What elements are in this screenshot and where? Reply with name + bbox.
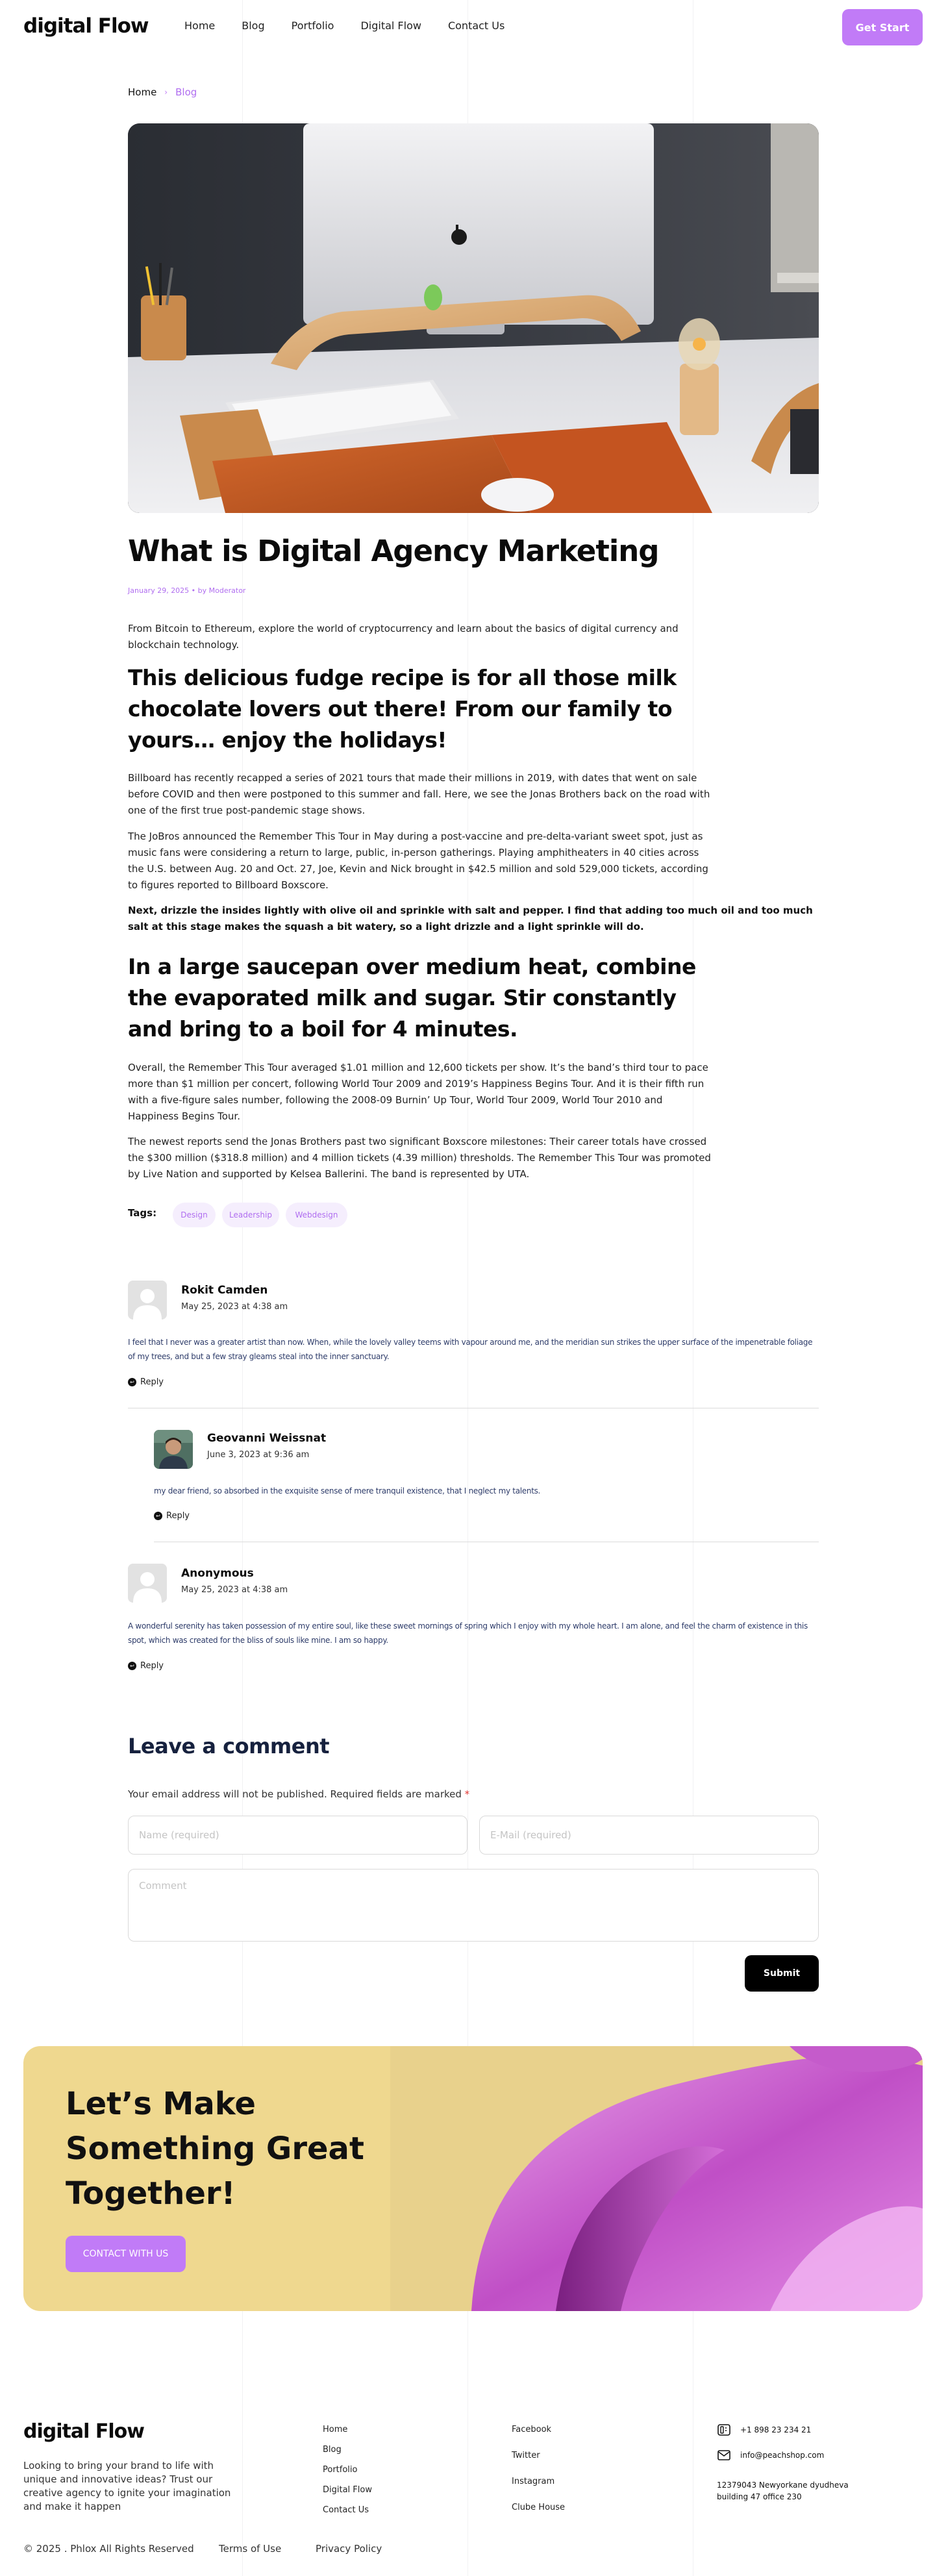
post-paragraph-3: Overall, the Remember This Tour averaged $1.01 million and 12,600 tickets per show. It’s the band’s third tour to pace more than $1 million per concert, following World Tour 2009 and 2019’s Happiness Begins Tour. And it is their fifth run with a five-figure sales number, following the 2008-09 Burnin’ Up Tour, World Tour 2009, World Tour 2010 and Happiness Begins Tour. [128, 1062, 708, 1122]
email-input[interactable] [479, 1816, 819, 1855]
breadcrumb-separator-icon: › [164, 88, 168, 97]
get-start-button[interactable]: Get Start [842, 9, 923, 45]
submit-button[interactable]: Submit [745, 1955, 819, 1992]
terms-link[interactable]: Terms of Use [219, 2543, 282, 2555]
tag-design[interactable]: Design [173, 1203, 216, 1227]
footer-link-blog[interactable]: Blog [323, 2445, 342, 2455]
tag-leadership[interactable]: Leadership [222, 1203, 279, 1227]
breadcrumb-home[interactable]: Home [128, 86, 157, 98]
footer-phone[interactable] [717, 2423, 811, 2436]
footer-social-instagram[interactable]: Instagram [512, 2477, 555, 2486]
comment-date: May 25, 2023 at 4:38 am [181, 1302, 288, 1312]
breadcrumb [128, 86, 197, 98]
tag-webdesign[interactable]: Webdesign [286, 1203, 347, 1227]
tags-label: Tags: [128, 1207, 157, 1219]
cta-title [66, 2082, 364, 2216]
reply-icon: ↩ [154, 1512, 162, 1520]
comment-author: Anonymous [181, 1567, 254, 1580]
footer-social-facebook[interactable]: Facebook [512, 2425, 552, 2434]
nav-digital-flow[interactable]: Digital Flow [360, 19, 421, 32]
copyright: © 2025 . Phlox All Rights Reserved [23, 2543, 194, 2555]
post-paragraph-4: The newest reports send the Jonas Brothers past two significant Boxscore milestones: Their career totals have crossed the $300 million ($318.8 million) and 4 million tickets (4.39 million) thresholds. The Remember This Tour was promoted by Live Nation and supported by Kelsea Ballerini. The band is represented by UTA. [128, 1136, 711, 1180]
contact-with-us-button[interactable]: CONTACT WITH US [66, 2236, 186, 2272]
main-nav [184, 19, 531, 32]
name-input[interactable] [128, 1816, 468, 1855]
footer-address: 12379043 Newyorkane dyudheva building 47 office 230 [717, 2481, 849, 2501]
reply-button[interactable] [128, 1661, 164, 1671]
post-paragraph-2: The JoBros announced the Remember This Tour in May during a post-vaccine and pre-delta-variant sweet spot, just as music fans were considering a return to large, public, in-person gatherings. Playing amphitheaters in 40 cities across the U.S. between Aug. 20 and Oct. 27, Joe, Kevin and Nick brought in $42.5 million and sold 529,000 tickets, according to figures reported to Billboard Boxscore. [128, 831, 708, 891]
breadcrumb-current: Blog [175, 86, 197, 98]
comment-textarea[interactable] [128, 1869, 819, 1942]
nav-contact[interactable]: Contact Us [447, 19, 505, 32]
reply-label: Reply [166, 1511, 190, 1521]
comment-date: June 3, 2023 at 9:36 am [207, 1450, 310, 1460]
reply-label: Reply [140, 1377, 164, 1387]
user-placeholder-icon [128, 1281, 167, 1319]
footer-link-portfolio[interactable]: Portfolio [323, 2465, 358, 2475]
footer-social-clubhouse[interactable]: Clube House [512, 2503, 566, 2512]
post-meta: January 29, 2025 • by Moderator [128, 586, 246, 595]
reply-button[interactable] [154, 1511, 190, 1521]
comment-date: May 25, 2023 at 4:38 am [181, 1585, 288, 1595]
reply-label: Reply [140, 1661, 164, 1671]
cta-banner [23, 2046, 923, 2311]
footer-link-digital-flow[interactable]: Digital Flow [323, 2485, 372, 2495]
post-intro: From Bitcoin to Ethereum, explore the world of cryptocurrency and learn about the basics of digital currency and blockchain technology. [128, 623, 679, 651]
reply-button[interactable] [128, 1377, 164, 1387]
footer-description: Looking to bring your brand to life with unique and innovative ideas? Trust our creative agency to ignite your imagination and make it happen [23, 2460, 231, 2512]
reply-icon: ↩ [128, 1662, 136, 1670]
required-mark: * [464, 1788, 470, 1800]
privacy-link[interactable]: Privacy Policy [316, 2543, 382, 2555]
hero-image [128, 123, 819, 513]
phone-icon [717, 2423, 731, 2436]
footer-email[interactable] [717, 2449, 824, 2462]
comment-text: A wonderful serenity has taken possession of my entire soul, like these sweet mornings of spring which I enjoy with my whole heart. I am alone, and feel the charm of existence in this spot, which was created for the bliss of souls like mine. I am so happy. [128, 1621, 808, 1645]
comment-text: my dear friend, so absorbed in the exquisite sense of mere tranquil existence, that I neglect my talents. [154, 1486, 541, 1495]
form-note-text: Your email address will not be published. Required fields are marked [128, 1788, 462, 1800]
avatar [128, 1281, 167, 1319]
avatar [154, 1430, 193, 1469]
nav-blog[interactable]: Blog [242, 19, 265, 32]
footer-link-home[interactable]: Home [323, 2425, 348, 2434]
form-note [128, 1788, 469, 1800]
post-title: What is Digital Agency Marketing [128, 534, 659, 568]
comment-form-title: Leave a comment [128, 1734, 330, 1758]
nav-portfolio[interactable]: Portfolio [291, 19, 334, 32]
reply-icon: ↩ [128, 1378, 136, 1386]
user-placeholder-icon [128, 1564, 167, 1603]
nav-home[interactable]: Home [184, 19, 216, 32]
mail-icon [717, 2449, 731, 2462]
footer-phone-text: +1 898 23 234 21 [740, 2425, 812, 2434]
comment-author: Geovanni Weissnat [207, 1432, 327, 1445]
footer-logo[interactable]: digital Flow [23, 2420, 144, 2443]
footer-social-twitter[interactable]: Twitter [512, 2451, 540, 2460]
comment-text: I feel that I never was a greater artist than now. When, while the lovely valley teems with vapour around me, and the meridian sun strikes the upper surface of the impenetrable foliage of my trees, and but a few stray gleams steal into the inner sanctuary. [128, 1338, 813, 1361]
cta-title-line: Something Great [66, 2131, 364, 2167]
avatar [128, 1564, 167, 1603]
post-paragraph-1: Billboard has recently recapped a series of 2021 tours that made their millions in 2019, with dates that went on sale before COVID and then were postponed to this summer and fall. Here, we see the Jonas Brothers back on the road with one of the first true post-pandemic stage shows. [128, 772, 710, 816]
post-heading-1: This delicious fudge recipe is for all those milk chocolate lovers out there! From our family to yours… enjoy the holidays! [128, 665, 677, 753]
post-heading-2: In a large saucepan over medium heat, combine the evaporated milk and sugar. Stir constantly and bring to a boil for 4 minutes. [128, 954, 696, 1042]
site-logo[interactable]: digital Flow [23, 14, 149, 38]
user-photo-icon [154, 1430, 193, 1469]
footer-email-text: info@peachshop.com [740, 2451, 825, 2460]
footer-link-contact[interactable]: Contact Us [323, 2505, 369, 2515]
post-bold-paragraph: Next, drizzle the insides lightly with olive oil and sprinkle with salt and pepper. I find that adding too much oil and too much salt at this stage makes the squash a bit watery, so a light drizzle and a light sprinkle will do. [128, 905, 813, 932]
cta-title-line: Together! [66, 2175, 236, 2212]
comment-author: Rokit Camden [181, 1284, 268, 1297]
desk-scene-illustration [128, 123, 819, 513]
cta-title-line: Let’s Make [66, 2086, 256, 2122]
